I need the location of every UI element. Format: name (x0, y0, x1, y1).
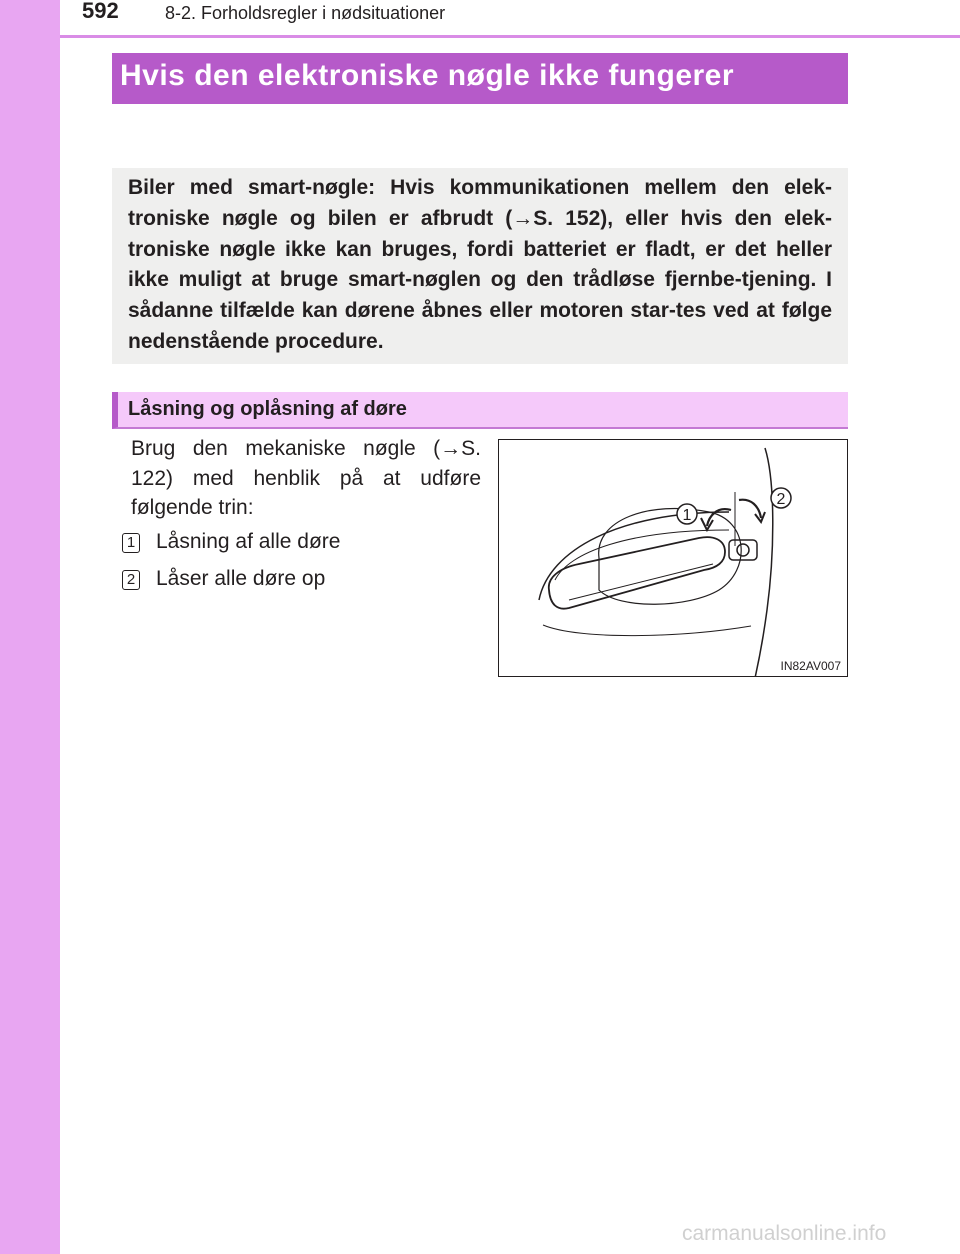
header-rule (60, 35, 960, 38)
intro-text: Biler med smart-nøgle: Hvis kommunikationen mellem den elek-troniske nøgle og bilen er afbrudt (→S. 152), eller hvis den elek-troniske nøgle ikke kan bruges, fordi batteriet er fladt, er det heller ikke muligt at bruge smart-nøglen og den trådløse fjernbe-tjening. I sådanne tilfælde kan dørene åbnes eller motoren star-tes ved at følge nedenstående procedure. (128, 176, 832, 353)
section-reference: 8-2. Forholdsregler i nødsituationer (165, 3, 446, 23)
page-title: Hvis den elektroniske nøgle ikke fungerer (120, 59, 735, 92)
callout-1-label: 1 (682, 507, 692, 524)
step-label: Låsning af alle døre (156, 530, 341, 553)
instruction-paragraph: Brug den mekaniske nøgle (→S. 122) med henblik på at udføre følgende trin: (131, 437, 481, 519)
callout-2-label: 2 (776, 491, 786, 508)
intro-box (112, 168, 848, 364)
step-number-badge: 2 (122, 570, 140, 590)
door-handle-drawing (499, 440, 848, 677)
subsection-heading: Låsning og oplåsning af døre (128, 398, 407, 420)
step-label: Låser alle døre op (156, 567, 326, 590)
door-handle-illustration (498, 439, 848, 677)
figure-code: IN82AV007 (780, 659, 841, 673)
callout-1 (677, 504, 697, 524)
watermark: carmanualsonline.info (682, 1222, 887, 1245)
page-number: 592 (82, 0, 119, 23)
page-title-bar (112, 53, 848, 104)
step-number-badge: 1 (122, 533, 140, 553)
side-tab-strip (0, 0, 60, 1254)
subsection-heading-bar (112, 392, 848, 429)
callout-2 (771, 488, 791, 508)
